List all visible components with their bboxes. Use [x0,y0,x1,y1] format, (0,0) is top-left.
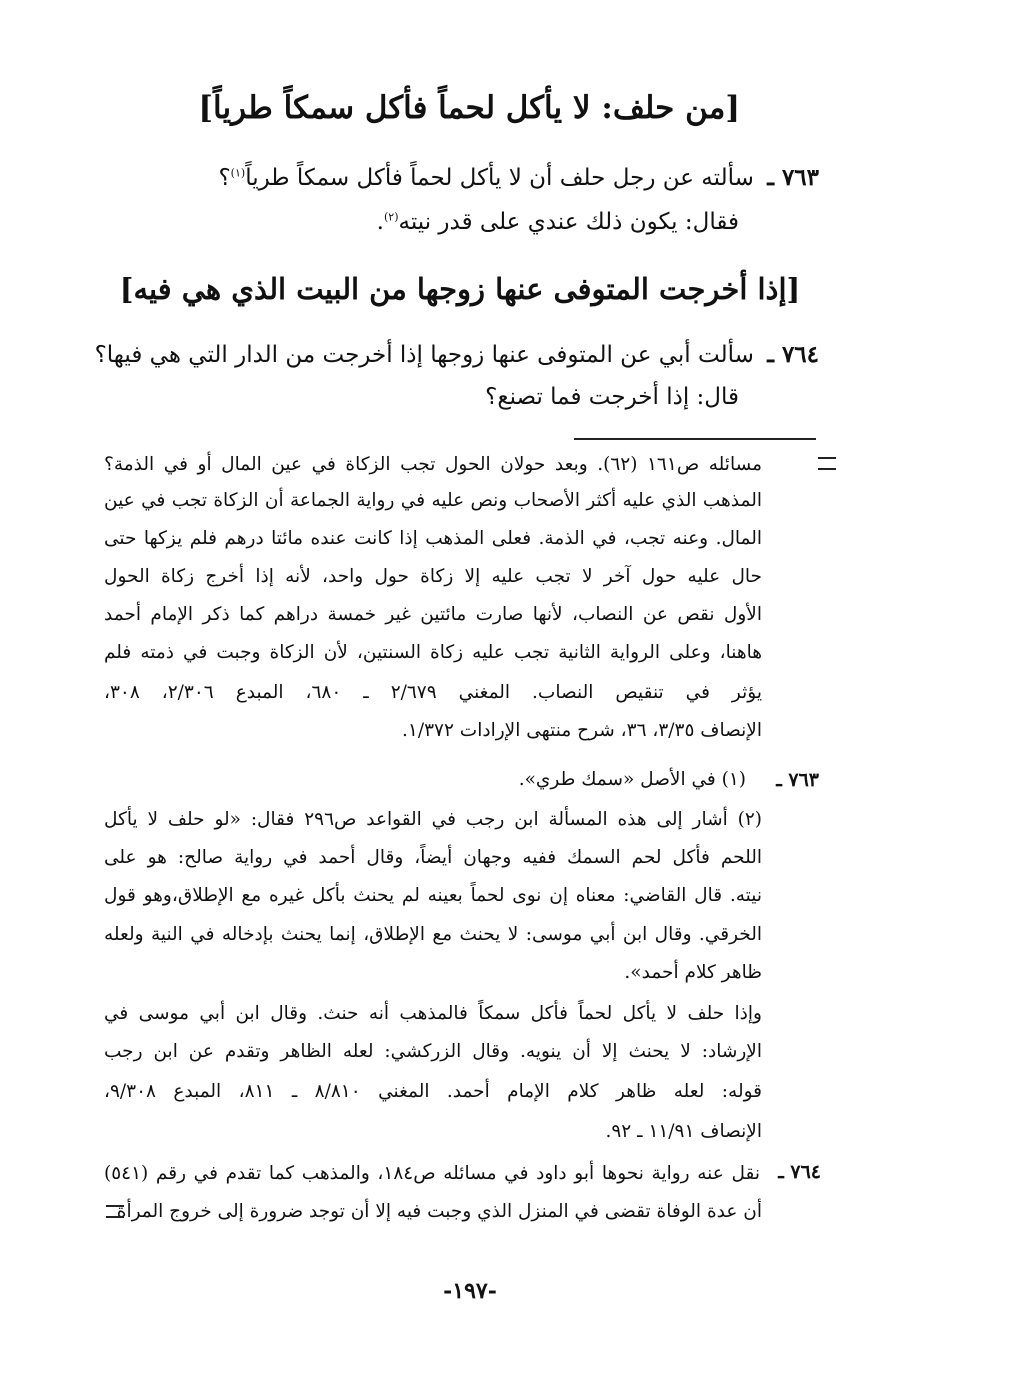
entry-text: قال: إذا أخرجت فما تصنع؟ [485,384,739,410]
footnote-label-763: ٧٦٣ ـ [776,769,819,791]
footnote-line: نيته. قال القاضي: معناه إن نوى لحماً بعينه لم يحنث بأكل غيره مع الإطلاق،وهو قول [104,885,762,906]
footnote-line: نقل عنه رواية نحوها أبو داود في مسائله ص١٨٤، والمذهب كما تقدم في رقم (٥٤١) [104,1163,760,1184]
footnote-line: اللحم فأكل لحم السمك ففيه وجهان أيضاً، وقال أحمد في رواية صالح: هو على [104,847,762,868]
punctuation: . [376,209,384,235]
footnote-line: الأول نقص عن النصاب، لأنها صارت مائتين غير خمسة دراهم كما ذكر الإمام أحمد [104,604,762,625]
footnote-line: يؤثر في تنقيص النصاب. المغني ٢/٦٧٩ ـ ٦٨٠، المبدع ٢/٣٠٦، ٣٠٨، [104,682,762,703]
entry-number: ٧٦٣ ـ [767,164,819,191]
continuation-mark [106,1205,124,1218]
section-heading-764: [إذا أخرجت المتوفى عنها زوجها من البيت الذي هي فيه] [119,272,801,306]
footnote-line: حال عليه حول آخر لا تجب عليه إلا زكاة حول واحد، لأنه إذا أخرج زكاة الحول [104,566,762,587]
continuation-mark [818,457,836,470]
entry-text: سألته عن رجل حلف أن لا يأكل لحماً فأكل سمكاً طرياً [245,165,754,191]
footnote-line: (١) في الأصل «سمك طري». [518,769,746,790]
entry-764-answer [485,384,739,410]
footnote-marker: (٢) [383,210,399,224]
footnote-line: هاهنا، وعلى الرواية الثانية تجب عليه زكاة السنتين، لأن الزكاة وجبت في ذمته فلم [104,642,762,663]
entry-number: ٧٦٤ ـ [767,341,819,368]
entry-text: سألت أبي عن المتوفى عنها زوجها إذا أخرجت من الدار التي هي فيها؟ [94,342,754,368]
footnote-separator [574,438,816,440]
footnote-line: المال. وعنه تجب، في الذمة. فعلى المذهب إذا كانت عنده مائتا درهم فلم يزكها حتى [104,528,762,549]
footnote-line: وإذا حلف لا يأكل لحماً فأكل سمكاً فالمذهب أنه حنث. وقال ابن أبي موسى في [104,1003,762,1024]
punctuation: ؟ [218,165,231,191]
page-number: -١٩٧- [443,1278,497,1304]
section-heading-763: [من حلف: لا يأكل لحماً فأكل سمكاً طرياً] [198,90,740,126]
footnote-line: أن عدة الوفاة تقضى في المنزل الذي وجبت فيه إلا أن توجد ضرورة إلى خروج المرأة [116,1201,762,1222]
footnote-line: المذهب الذي عليه أكثر الأصحاب ونص عليه في رواية الجماعة أن الزكاة تجب في عين [104,490,762,511]
footnote-line: (٢) أشار إلى هذه المسألة ابن رجب في القواعد ص٢٩٦ فقال: «لو حلف لا يأكل [104,809,762,830]
footnote-marker: (١) [230,166,246,180]
footnote-line: ظاهر كلام أحمد». [624,962,762,983]
footnote-line: الإرشاد: لا يحنث إلا أن ينويه. وقال الزركشي: لعله الظاهر وتقدم عن ابن رجب [104,1041,762,1062]
entry-763-answer [377,209,739,235]
footnote-line: مسائله ص١٦١ (٦٢). وبعد حولان الحول تجب الزكاة في عين المال أو في الذمة؟ [104,454,762,475]
footnote-line: الخرقي. وقال ابن أبي موسى: لا يحنث مع الإطلاق، إنما يحنث بإدخاله في النية ولعله [104,924,762,945]
entry-763-question [218,164,819,191]
footnote-line: الإنصاف ١١/٩١ ـ ٩٢. [605,1121,762,1142]
footnote-label-764: ٧٦٤ ـ [778,1161,821,1183]
footnote-line: قوله: لعله ظاهر كلام الإمام أحمد. المغني ٨/٨١٠ ـ ٨١١، المبدع ٩/٣٠٨، [104,1081,762,1102]
entry-764-question [95,341,819,368]
footnote-line: الإنصاف ٣/٣٥، ٣٦، شرح منتهى الإرادات ١/٣٧٢. [402,720,762,741]
entry-text: فقال: يكون ذلك عندي على قدر نيته [398,209,739,235]
